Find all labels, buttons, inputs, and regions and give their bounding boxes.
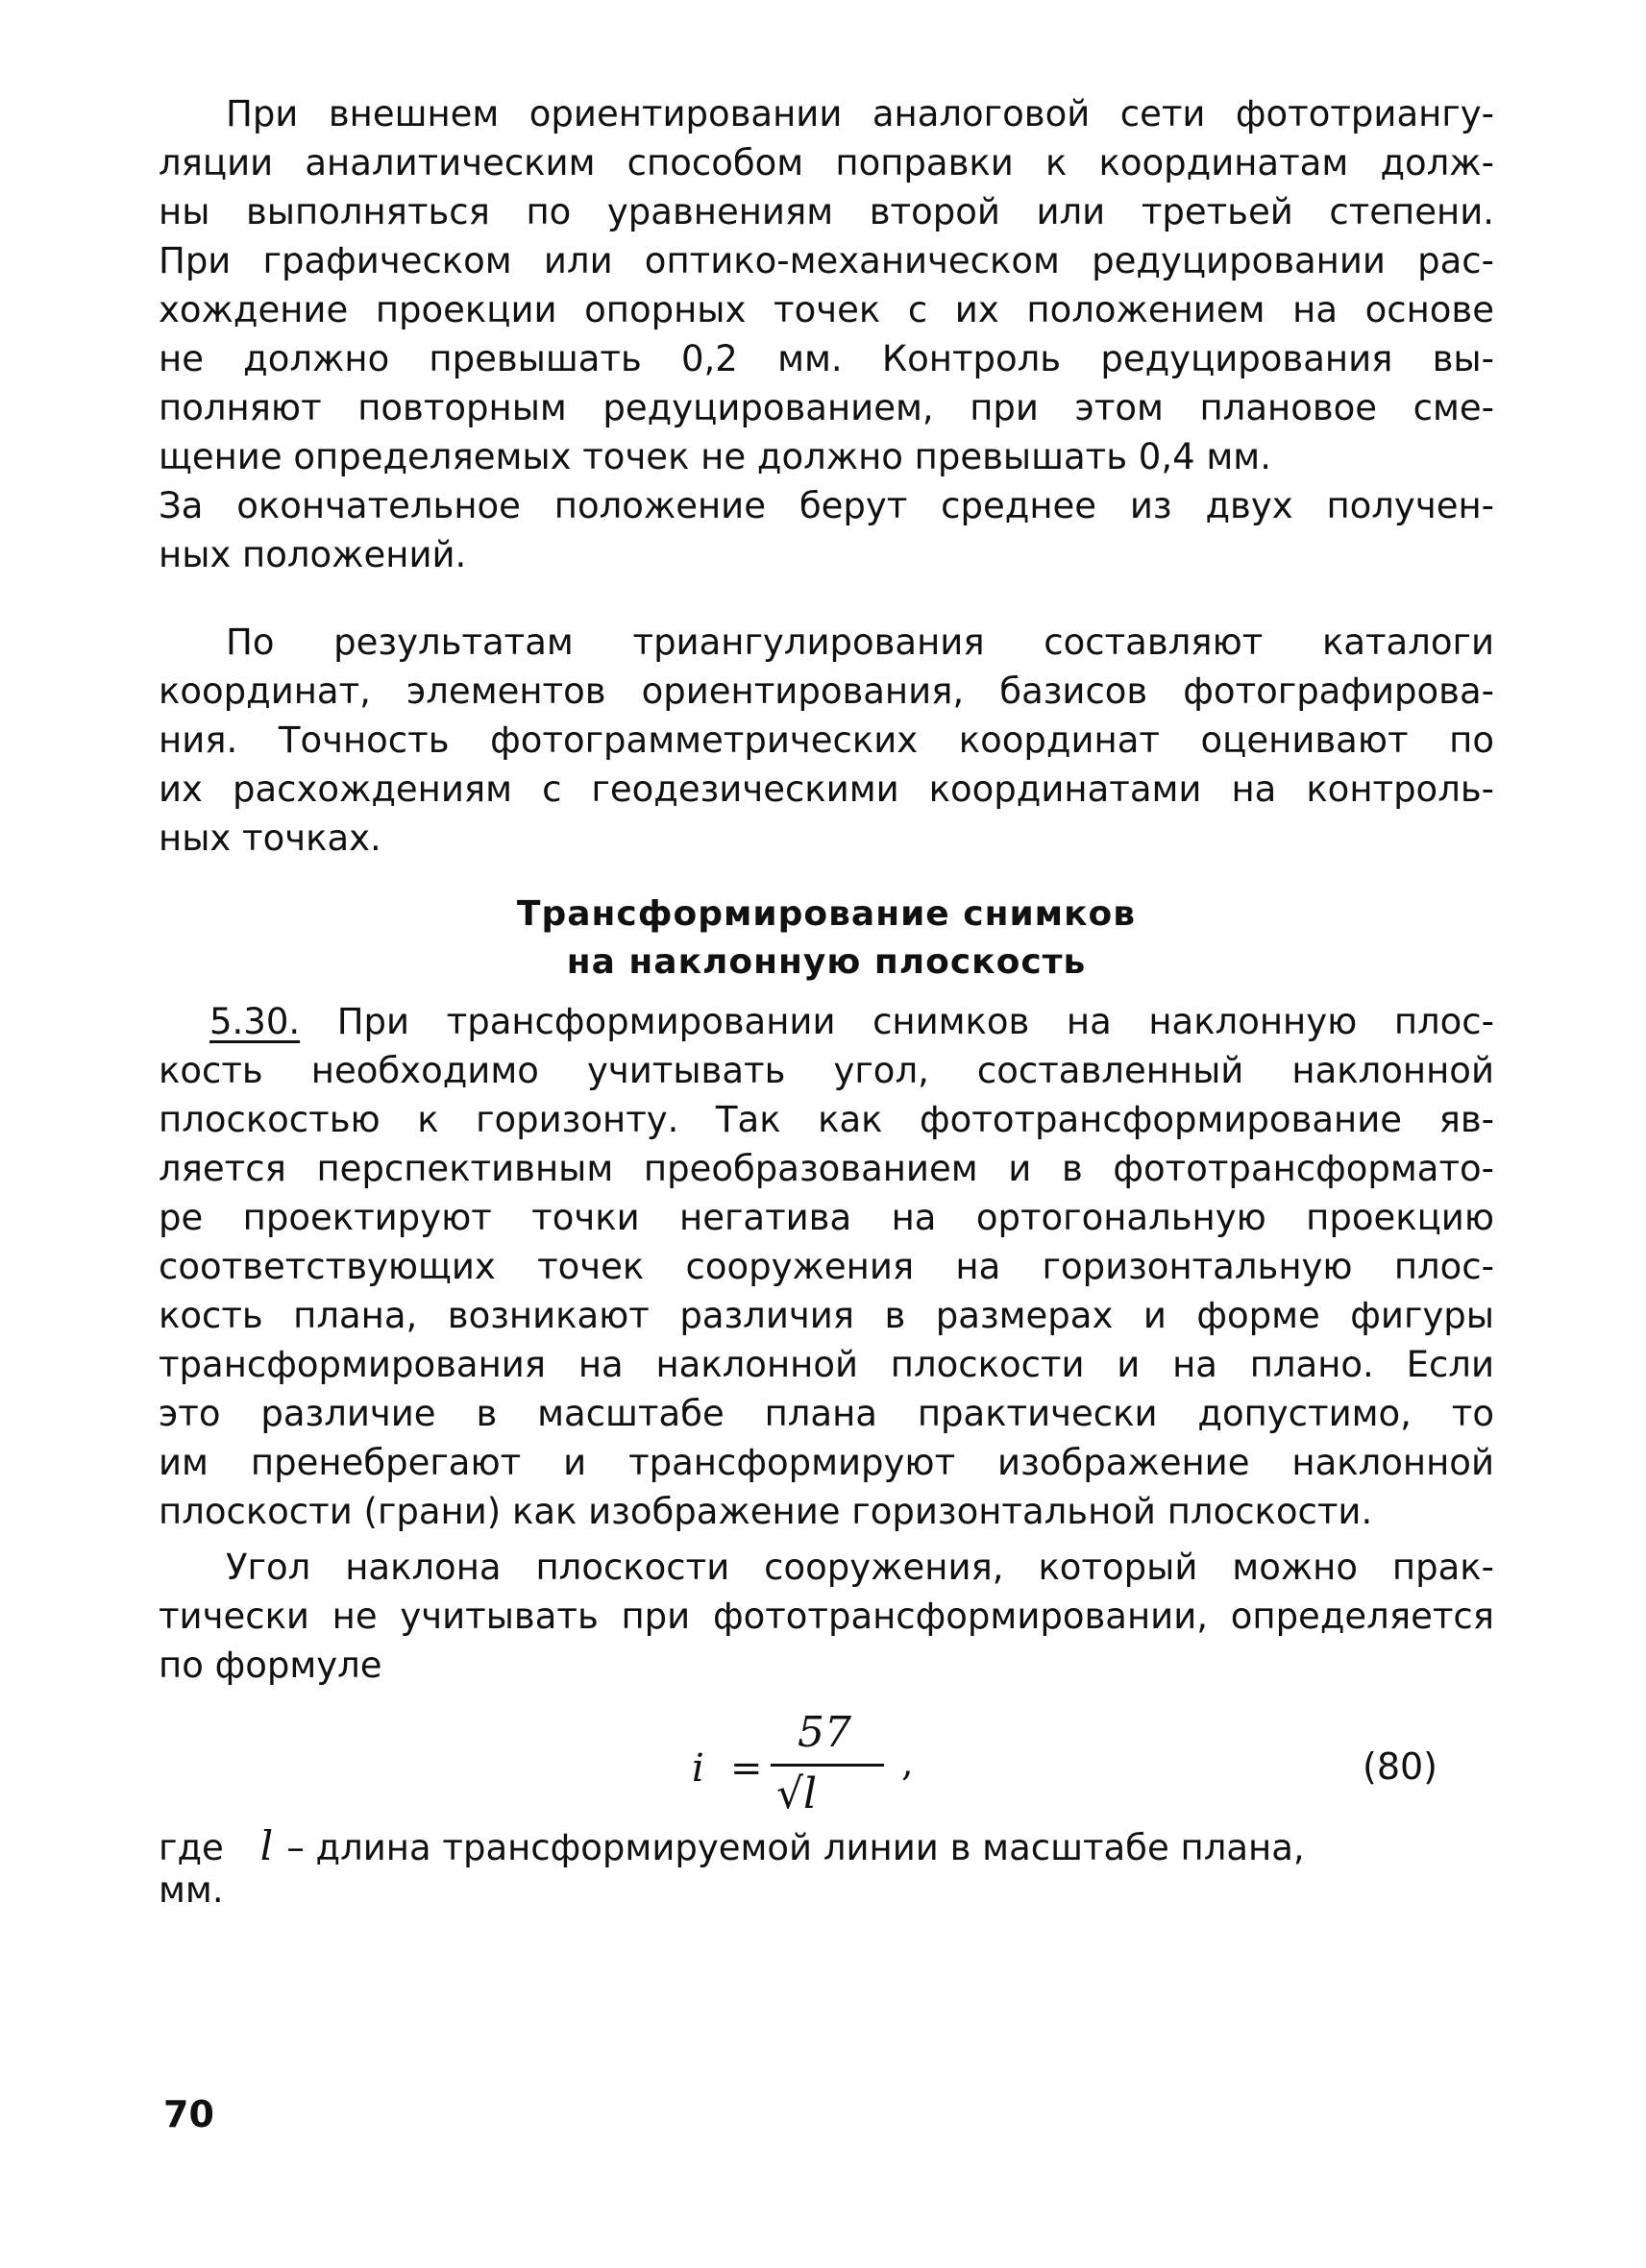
section-number: 5.30. [209, 1001, 301, 1042]
paragraph1-line: ных положений. [159, 534, 467, 575]
page-number: 70 [163, 2093, 214, 2135]
paragraph3-line: ляется перспективным преобразованием и в фототрансформато- [159, 1148, 1494, 1189]
paragraph3-first-line [209, 999, 1494, 1045]
paragraph2-line: координат, элементов ориентирования, базисов фотографирова- [159, 671, 1494, 712]
paragraph3-line: кость плана, возникают различия в размерах и форме фигуры [159, 1295, 1494, 1336]
where-clause [159, 1823, 1494, 1871]
paragraph1-line: ляции аналитическим способом поправки к координатам долж- [159, 142, 1494, 183]
formula-denominator-var: l [803, 1769, 818, 1818]
paragraph1-line: не должно превышать 0,2 мм. Контроль редуцирования вы- [159, 338, 1494, 379]
paragraph1-line: щение определяемых точек не должно превышать 0,4 мм. [159, 436, 1271, 477]
formula-equals: = [730, 1746, 763, 1791]
paragraph3-line: соответствующих точек сооружения на горизонтальную плос- [159, 1246, 1494, 1287]
paragraph3-line: ре проектируют точки негатива на ортогональную проекцию [159, 1197, 1494, 1238]
paragraph4-line: тически не учитывать при фототрансформировании, определяется [159, 1596, 1494, 1637]
paragraph1-line: При внешнем ориентировании аналоговой сети фототриангу- [226, 93, 1494, 134]
paragraph1-line: За окончательное положение берут среднее из двух получен- [159, 485, 1494, 526]
where-variable: l [259, 1822, 274, 1869]
paragraph4-line: по формуле [159, 1645, 382, 1686]
paragraph3-line: плоскости (грани) как изображение горизонтальной плоскости. [159, 1491, 1373, 1532]
paragraph2-line: ных точках. [159, 817, 381, 859]
paragraph3-line: им пренебрегают и трансформируют изображение наклонной [159, 1442, 1494, 1483]
paragraph2-line: По результатам триангулирования составляют каталоги [226, 622, 1494, 663]
paragraph3-line: трансформирования на наклонной плоскости и на плано. Если [159, 1344, 1494, 1385]
formula-comma: , [901, 1741, 914, 1785]
paragraph2-line: их расхождениям с геодезическими координатами на контроль- [159, 768, 1494, 810]
paragraph3-line: это различие в масштабе плана практически допустимо, то [159, 1393, 1494, 1434]
where-text: – длина трансформируемой линии в масштабе плана, [286, 1827, 1305, 1868]
paragraph2-line: ния. Точность фотограмметрических координат оценивают по [159, 719, 1494, 761]
sqrt-icon: √ [776, 1769, 804, 1818]
formula-numerator: 57 [798, 1708, 851, 1757]
formula-lhs: i [692, 1746, 704, 1791]
formula-denominator [776, 1769, 817, 1818]
paragraph1-line: ны выполняться по уравнениям второй или третьей степени. [159, 191, 1494, 232]
section-heading-line2: на наклонную плоскость [566, 942, 1087, 982]
paragraph1-line: хождение проекции опорных точек с их положением на основе [159, 289, 1494, 330]
paragraph3-first-line-text: При трансформировании снимков на наклонную плос- [336, 1001, 1494, 1042]
paragraph1-line: При графическом или оптико-механическом редуцировании рас- [159, 240, 1494, 281]
paragraph3-line: кость необходимо учитывать угол, составленный наклонной [159, 1050, 1494, 1091]
paragraph3-line: плоскостью к горизонту. Так как фототрансформирование яв- [159, 1099, 1494, 1140]
fraction-bar [771, 1764, 884, 1767]
section-heading-line1: Трансформирование снимков [516, 894, 1137, 934]
paragraph1-line: полняют повторным редуцированием, при этом плановое сме- [159, 387, 1494, 428]
paragraph4-line: Угол наклона плоскости сооружения, который можно прак- [226, 1547, 1494, 1588]
equation-number: (80) [1363, 1745, 1438, 1788]
where-word: где [159, 1827, 224, 1868]
where-unit: мм. [159, 1869, 224, 1911]
